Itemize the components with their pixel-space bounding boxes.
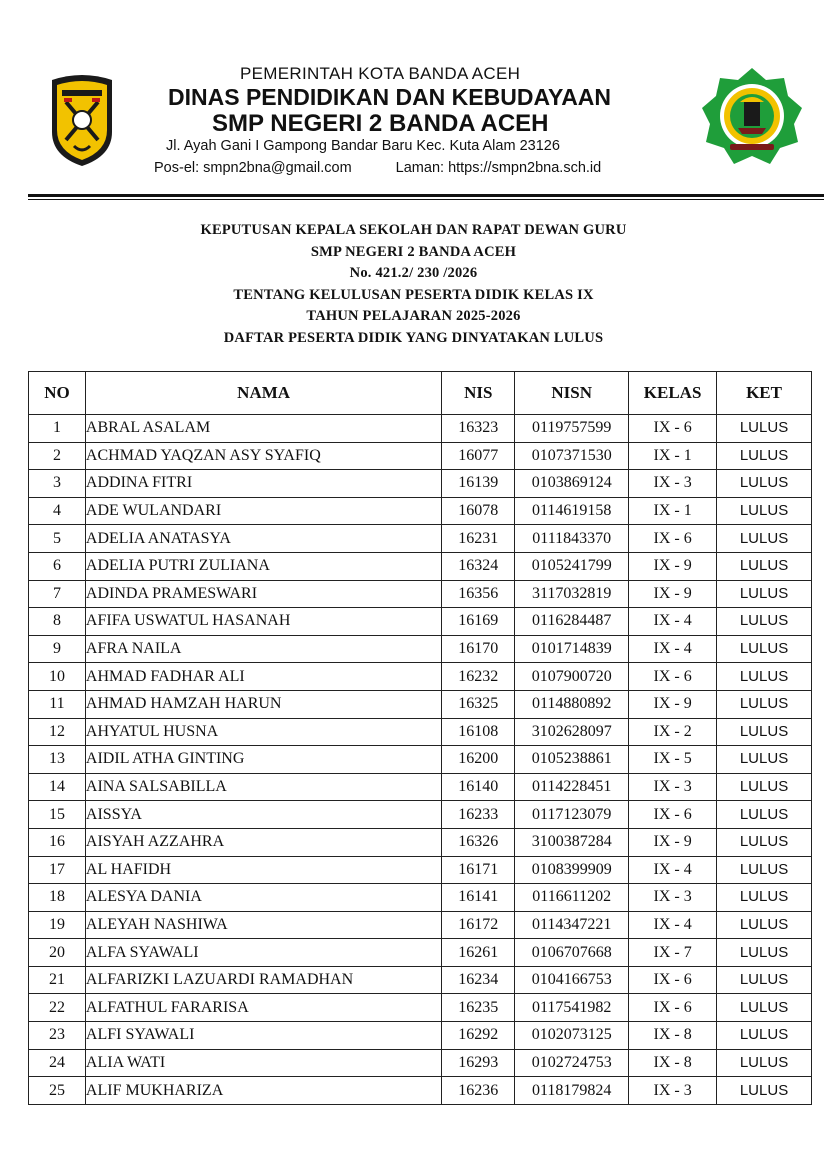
letterhead-rule-thin [28, 199, 824, 200]
student-class: IX - 6 [629, 525, 717, 553]
student-nis: 16233 [442, 801, 515, 829]
table-row [29, 801, 812, 829]
student-class: IX - 3 [629, 773, 717, 801]
table-row [29, 470, 812, 498]
student-nisn: 0107371530 [515, 442, 629, 470]
table-row [29, 690, 812, 718]
student-name: ALEYAH NASHIWA [85, 911, 441, 939]
student-name: ABRAL ASALAM [85, 415, 441, 443]
graduation-status: LULUS [717, 773, 812, 801]
table-row [29, 608, 812, 636]
student-class: IX - 6 [629, 415, 717, 443]
student-name: ALIF MUKHARIZA [85, 1077, 441, 1105]
student-nis: 16171 [442, 856, 515, 884]
student-nis: 16292 [442, 1022, 515, 1050]
student-nis: 16169 [442, 608, 515, 636]
graduation-status: LULUS [717, 1022, 812, 1050]
row-number: 5 [29, 525, 86, 553]
table-row [29, 552, 812, 580]
student-name: ALFI SYAWALI [85, 1022, 441, 1050]
student-nis: 16356 [442, 580, 515, 608]
row-number: 10 [29, 663, 86, 691]
graduation-status: LULUS [717, 1049, 812, 1077]
student-nisn: 0117123079 [515, 801, 629, 829]
student-nis: 16261 [442, 939, 515, 967]
row-number: 23 [29, 1022, 86, 1050]
table-row [29, 994, 812, 1022]
government-name: PEMERINTAH KOTA BANDA ACEH [240, 64, 521, 83]
row-number: 12 [29, 718, 86, 746]
student-nisn: 0114880892 [515, 690, 629, 718]
contact-line [154, 160, 654, 176]
graduation-status: LULUS [717, 525, 812, 553]
student-nis: 16231 [442, 525, 515, 553]
student-nis: 16323 [442, 415, 515, 443]
table-row [29, 635, 812, 663]
student-nisn: 0108399909 [515, 856, 629, 884]
student-nisn: 0105241799 [515, 552, 629, 580]
student-name: AL HAFIDH [85, 856, 441, 884]
table-row [29, 718, 812, 746]
student-nis: 16235 [442, 994, 515, 1022]
tut-wuri-handayani-emblem-icon [700, 66, 804, 166]
row-number: 20 [29, 939, 86, 967]
student-nisn: 0102073125 [515, 1022, 629, 1050]
school-website: Laman: https://smpn2bna.sch.id [395, 160, 602, 176]
table-row [29, 580, 812, 608]
table-row [29, 856, 812, 884]
student-nis: 16236 [442, 1077, 515, 1105]
student-nisn: 0114347221 [515, 911, 629, 939]
decree-title: KEPUTUSAN KEPALA SEKOLAH DAN RAPAT DEWAN GURU [200, 222, 627, 238]
student-class: IX - 9 [629, 580, 717, 608]
row-number: 4 [29, 497, 86, 525]
student-name: ALFARIZKI LAZUARDI RAMADHAN [85, 966, 441, 994]
table-row [29, 746, 812, 774]
student-name: AINA SALSABILLA [85, 773, 441, 801]
student-nisn: 0114228451 [515, 773, 629, 801]
student-class: IX - 5 [629, 746, 717, 774]
table-row [29, 773, 812, 801]
decree-year: TAHUN PELAJARAN 2025-2026 [306, 308, 521, 324]
student-nisn: 0102724753 [515, 1049, 629, 1077]
student-name: ALESYA DANIA [85, 884, 441, 912]
student-nisn: 0118179824 [515, 1077, 629, 1105]
row-number: 13 [29, 746, 86, 774]
graduation-status: LULUS [717, 470, 812, 498]
row-number: 3 [29, 470, 86, 498]
table-row [29, 911, 812, 939]
student-class: IX - 3 [629, 884, 717, 912]
header-name: NAMA [85, 372, 441, 415]
school-address: Jl. Ayah Gani I Gampong Bandar Baru Kec. Kuta Alam 23126 [166, 138, 560, 154]
graduation-status: LULUS [717, 635, 812, 663]
banda-aceh-city-crest-icon [44, 72, 120, 168]
row-number: 17 [29, 856, 86, 884]
graduation-status: LULUS [717, 580, 812, 608]
row-number: 6 [29, 552, 86, 580]
student-name: ADDINA FITRI [85, 470, 441, 498]
header-no: NO [29, 372, 86, 415]
student-nis: 16172 [442, 911, 515, 939]
row-number: 7 [29, 580, 86, 608]
school-name: SMP NEGERI 2 BANDA ACEH [212, 110, 549, 137]
department-name: DINAS PENDIDIKAN DAN KEBUDAYAAN [168, 84, 612, 110]
graduates-table [28, 371, 812, 1105]
graduation-status: LULUS [717, 690, 812, 718]
student-nisn: 0119757599 [515, 415, 629, 443]
row-number: 14 [29, 773, 86, 801]
letterhead [0, 0, 827, 205]
row-number: 22 [29, 994, 86, 1022]
student-name: AHMAD HAMZAH HARUN [85, 690, 441, 718]
table-row [29, 415, 812, 443]
table-row [29, 1022, 812, 1050]
student-class: IX - 4 [629, 635, 717, 663]
table-header-row [29, 372, 812, 415]
student-class: IX - 8 [629, 1049, 717, 1077]
student-name: ADINDA PRAMESWARI [85, 580, 441, 608]
student-class: IX - 4 [629, 856, 717, 884]
student-class: IX - 4 [629, 911, 717, 939]
student-nis: 16170 [442, 635, 515, 663]
graduation-status: LULUS [717, 497, 812, 525]
graduation-status: LULUS [717, 828, 812, 856]
graduation-status: LULUS [717, 884, 812, 912]
student-nis: 16140 [442, 773, 515, 801]
student-nisn: 3102628097 [515, 718, 629, 746]
student-name: AIDIL ATHA GINTING [85, 746, 441, 774]
decree-subject: TENTANG KELULUSAN PESERTA DIDIK KELAS IX [233, 286, 594, 303]
row-number: 16 [29, 828, 86, 856]
graduation-status: LULUS [717, 718, 812, 746]
student-nisn: 0107900720 [515, 663, 629, 691]
student-nisn: 0116284487 [515, 608, 629, 636]
student-name: AISSYA [85, 801, 441, 829]
student-nis: 16078 [442, 497, 515, 525]
student-name: AFRA NAILA [85, 635, 441, 663]
decree-heading [0, 220, 827, 349]
row-number: 15 [29, 801, 86, 829]
row-number: 19 [29, 911, 86, 939]
student-nis: 16232 [442, 663, 515, 691]
student-name: ADELIA PUTRI ZULIANA [85, 552, 441, 580]
student-class: IX - 9 [629, 552, 717, 580]
graduation-status: LULUS [717, 608, 812, 636]
student-name: AHYATUL HUSNA [85, 718, 441, 746]
student-nis: 16077 [442, 442, 515, 470]
student-class: IX - 2 [629, 718, 717, 746]
graduation-status: LULUS [717, 1077, 812, 1105]
table-row [29, 884, 812, 912]
table-body [29, 415, 812, 1105]
graduation-status: LULUS [717, 939, 812, 967]
student-name: ALIA WATI [85, 1049, 441, 1077]
student-class: IX - 9 [629, 690, 717, 718]
student-name: AISYAH AZZAHRA [85, 828, 441, 856]
row-number: 1 [29, 415, 86, 443]
row-number: 8 [29, 608, 86, 636]
student-nis: 16326 [442, 828, 515, 856]
graduation-status: LULUS [717, 415, 812, 443]
student-class: IX - 1 [629, 442, 717, 470]
student-nisn: 0105238861 [515, 746, 629, 774]
header-class: KELAS [629, 372, 717, 415]
table-row [29, 966, 812, 994]
student-nisn: 0103869124 [515, 470, 629, 498]
decree-list-title: DAFTAR PESERTA DIDIK YANG DINYATAKAN LULUS [223, 329, 604, 346]
student-name: ADE WULANDARI [85, 497, 441, 525]
row-number: 25 [29, 1077, 86, 1105]
graduation-status: LULUS [717, 663, 812, 691]
decree-school: SMP NEGERI 2 BANDA ACEH [310, 243, 517, 260]
decree-number: No. 421.2/ 230 /2026 [349, 265, 478, 281]
student-nisn: 3100387284 [515, 828, 629, 856]
table-row [29, 939, 812, 967]
row-number: 11 [29, 690, 86, 718]
student-nis: 16325 [442, 690, 515, 718]
student-nisn: 0106707668 [515, 939, 629, 967]
student-class: IX - 3 [629, 470, 717, 498]
graduation-status: LULUS [717, 801, 812, 829]
student-class: IX - 6 [629, 663, 717, 691]
student-class: IX - 6 [629, 994, 717, 1022]
student-nisn: 0111843370 [515, 525, 629, 553]
student-nis: 16200 [442, 746, 515, 774]
student-class: IX - 4 [629, 608, 717, 636]
student-nis: 16293 [442, 1049, 515, 1077]
student-name: ALFATHUL FARARISA [85, 994, 441, 1022]
graduation-status: LULUS [717, 994, 812, 1022]
student-nis: 16139 [442, 470, 515, 498]
student-nisn: 0104166753 [515, 966, 629, 994]
student-name: AHMAD FADHAR ALI [85, 663, 441, 691]
row-number: 9 [29, 635, 86, 663]
student-name: ACHMAD YAQZAN ASY SYAFIQ [85, 442, 441, 470]
table-row [29, 663, 812, 691]
header-nis: NIS [442, 372, 515, 415]
student-nis: 16324 [442, 552, 515, 580]
graduation-status: LULUS [717, 966, 812, 994]
student-class: IX - 6 [629, 966, 717, 994]
student-name: ALFA SYAWALI [85, 939, 441, 967]
student-class: IX - 1 [629, 497, 717, 525]
student-nisn: 0114619158 [515, 497, 629, 525]
row-number: 2 [29, 442, 86, 470]
table-row [29, 1049, 812, 1077]
header-note: KET [717, 372, 812, 415]
row-number: 24 [29, 1049, 86, 1077]
table-row [29, 497, 812, 525]
graduation-status: LULUS [717, 856, 812, 884]
table-row [29, 1077, 812, 1105]
student-nisn: 0116611202 [515, 884, 629, 912]
table-row [29, 442, 812, 470]
student-nisn: 3117032819 [515, 580, 629, 608]
student-class: IX - 8 [629, 1022, 717, 1050]
student-nisn: 0101714839 [515, 635, 629, 663]
header-nisn: NISN [515, 372, 629, 415]
table-row [29, 525, 812, 553]
letterhead-rule [28, 194, 824, 197]
graduation-status: LULUS [717, 552, 812, 580]
graduation-status: LULUS [717, 442, 812, 470]
graduation-status: LULUS [717, 746, 812, 774]
student-nis: 16108 [442, 718, 515, 746]
student-class: IX - 9 [629, 828, 717, 856]
student-nis: 16141 [442, 884, 515, 912]
student-nis: 16234 [442, 966, 515, 994]
student-name: AFIFA USWATUL HASANAH [85, 608, 441, 636]
graduation-status: LULUS [717, 911, 812, 939]
student-nisn: 0117541982 [515, 994, 629, 1022]
student-name: ADELIA ANATASYA [85, 525, 441, 553]
row-number: 21 [29, 966, 86, 994]
student-class: IX - 7 [629, 939, 717, 967]
student-class: IX - 3 [629, 1077, 717, 1105]
row-number: 18 [29, 884, 86, 912]
student-class: IX - 6 [629, 801, 717, 829]
table-row [29, 828, 812, 856]
school-email: Pos-el: smpn2bna@gmail.com [154, 160, 352, 176]
